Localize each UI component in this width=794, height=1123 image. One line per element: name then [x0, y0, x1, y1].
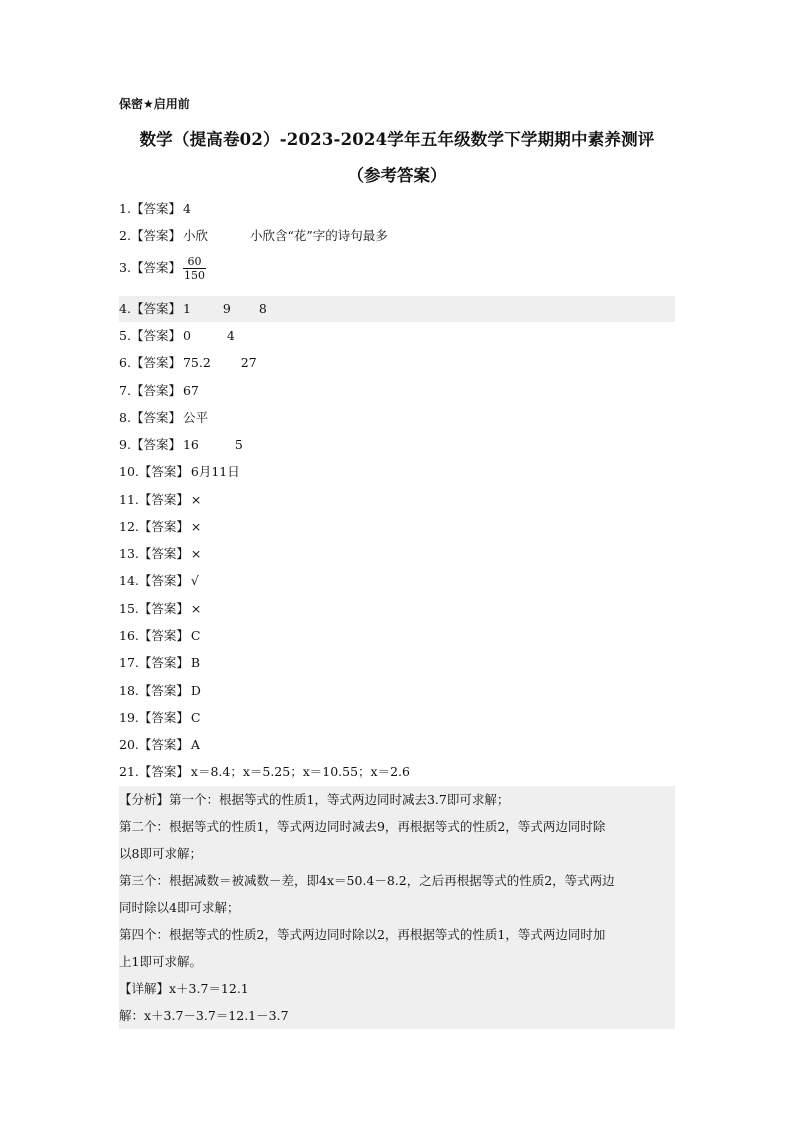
- analysis-line: 第二个：根据等式的性质1，等式两边同时减去9，再根据等式的性质2，等式两边同时除: [119, 819, 606, 834]
- answer-number: 7.: [119, 383, 131, 398]
- answer-value: 9: [222, 301, 231, 316]
- answer-row: [119, 296, 675, 322]
- answer-number: 18.: [119, 683, 139, 698]
- answer-number: 2.: [119, 228, 131, 243]
- answer-value: ×: [190, 546, 202, 561]
- answer-row: [119, 705, 675, 731]
- confidential-label: 保密★启用前: [119, 97, 190, 111]
- answer-row: [119, 732, 675, 758]
- answer-tag: 【答案】: [138, 519, 189, 534]
- answer-value: √: [190, 573, 199, 588]
- fraction-denominator: 150: [183, 269, 205, 282]
- answer-number: 17.: [119, 655, 139, 670]
- answer-tag: 【答案】: [138, 737, 189, 752]
- answer-value: D: [190, 683, 201, 698]
- answer-number: 11.: [119, 492, 139, 507]
- answer-value: 0: [182, 328, 191, 343]
- answer-number: 6.: [119, 355, 131, 370]
- answer-row: [119, 623, 675, 649]
- answer-tag: 【答案】: [130, 328, 181, 343]
- analysis-line: 以8即可求解；: [119, 846, 202, 861]
- answer-row: [119, 378, 675, 404]
- answer-tag: 【答案】: [138, 546, 189, 561]
- answer-tag: 【答案】: [130, 301, 181, 316]
- answer-value: 1: [182, 301, 191, 316]
- answer-row: [119, 223, 675, 249]
- answer-number: 21.: [119, 764, 139, 779]
- answer-row: [119, 252, 675, 284]
- answer-value: x＝8.4；x＝5.25；x＝10.55；x＝2.6: [190, 764, 410, 779]
- answer-value: 75.2: [182, 355, 211, 370]
- answer-number: 12.: [119, 519, 139, 534]
- answer-tag: 【答案】: [138, 683, 189, 698]
- answer-tag: 【答案】: [130, 355, 181, 370]
- answer-tag: 【答案】: [138, 492, 189, 507]
- answer-tag: 【答案】: [130, 410, 181, 425]
- answer-number: 20.: [119, 737, 139, 752]
- answer-number: 8.: [119, 410, 131, 425]
- answer-tag: 【答案】: [130, 228, 181, 243]
- answer-value: 6月11日: [190, 464, 240, 479]
- answer-number: 19.: [119, 710, 139, 725]
- analysis-line: 解：x＋3.7－3.7＝12.1－3.7: [119, 1008, 289, 1023]
- fraction-numerator: 60: [183, 255, 206, 269]
- answer-number: 9.: [119, 437, 131, 452]
- answer-tag: 【答案】: [138, 573, 189, 588]
- answer-row: [119, 759, 675, 785]
- answer-value: ×: [190, 519, 202, 534]
- answer-tag: 【答案】: [138, 764, 189, 779]
- analysis-line: 第三个：根据减数＝被减数－差，即4x＝50.4－8.2，之后再根据等式的性质2，等式两边: [119, 873, 615, 888]
- answer-row: [119, 650, 675, 676]
- answer-value: 27: [240, 355, 257, 370]
- answer-row: [119, 514, 675, 540]
- answer-tag: 【答案】: [138, 710, 189, 725]
- answer-value: 公平: [182, 410, 208, 425]
- answer-row: [119, 196, 675, 222]
- answer-row: [119, 568, 675, 594]
- answer-number: 13.: [119, 546, 139, 561]
- answer-value: C: [190, 710, 201, 725]
- answer-tag: 【答案】: [130, 437, 181, 452]
- answer-tag: 【答案】: [138, 601, 189, 616]
- document-subtitle: （参考答案）: [347, 166, 447, 185]
- answer-row: [119, 459, 675, 485]
- answer-number: 5.: [119, 328, 131, 343]
- answer-value: ×: [190, 601, 202, 616]
- answer-tag: 【答案】: [130, 260, 181, 275]
- answer-row: [119, 596, 675, 622]
- answer-number: 14.: [119, 573, 139, 588]
- answer-row: [119, 678, 675, 704]
- answer-value: 67: [182, 383, 199, 398]
- answer-row: [119, 323, 675, 349]
- answer-value: 5: [234, 437, 243, 452]
- answer-value: B: [190, 655, 201, 670]
- analysis-section: [119, 786, 675, 1029]
- analysis-line: 上1即可求解。: [119, 954, 202, 969]
- analysis-line: 【分析】第一个：根据等式的性质1，等式两边同时减去3.7即可求解；: [119, 792, 510, 807]
- answer-number: 15.: [119, 601, 139, 616]
- answer-value: C: [190, 628, 201, 643]
- answer-number: 16.: [119, 628, 139, 643]
- answer-value: ×: [190, 492, 202, 507]
- answer-row: [119, 350, 675, 376]
- answer-row: [119, 432, 675, 458]
- answer-row: [119, 541, 675, 567]
- answer-tag: 【答案】: [130, 201, 181, 216]
- analysis-line: 【详解】x＋3.7＝12.1: [119, 981, 249, 996]
- answer-number: 10.: [119, 464, 139, 479]
- answer-number: 3.: [119, 260, 131, 275]
- answer-tag: 【答案】: [138, 464, 189, 479]
- answer-row: [119, 487, 675, 513]
- answer-tag: 【答案】: [138, 655, 189, 670]
- answer-value: 4: [182, 201, 191, 216]
- answer-tag: 【答案】: [138, 628, 189, 643]
- document-title: 数学（提高卷02）-2023-2024学年五年级数学下学期期中素养测评: [139, 130, 655, 149]
- answer-value: 16: [182, 437, 199, 452]
- analysis-line: 第四个：根据等式的性质2，等式两边同时除以2，再根据等式的性质1，等式两边同时加: [119, 927, 606, 942]
- analysis-line: 同时除以4即可求解；: [119, 900, 240, 915]
- answer-number: 4.: [119, 301, 131, 316]
- answer-fraction: [183, 255, 206, 282]
- answer-value: 小欣含“花”字的诗句最多: [249, 228, 388, 243]
- answer-number: 1.: [119, 201, 131, 216]
- answer-value: 小欣: [182, 228, 208, 243]
- answer-row: [119, 405, 675, 431]
- answer-value: 4: [226, 328, 235, 343]
- answer-value: 8: [258, 301, 267, 316]
- answer-tag: 【答案】: [130, 383, 181, 398]
- answer-value: A: [190, 737, 200, 752]
